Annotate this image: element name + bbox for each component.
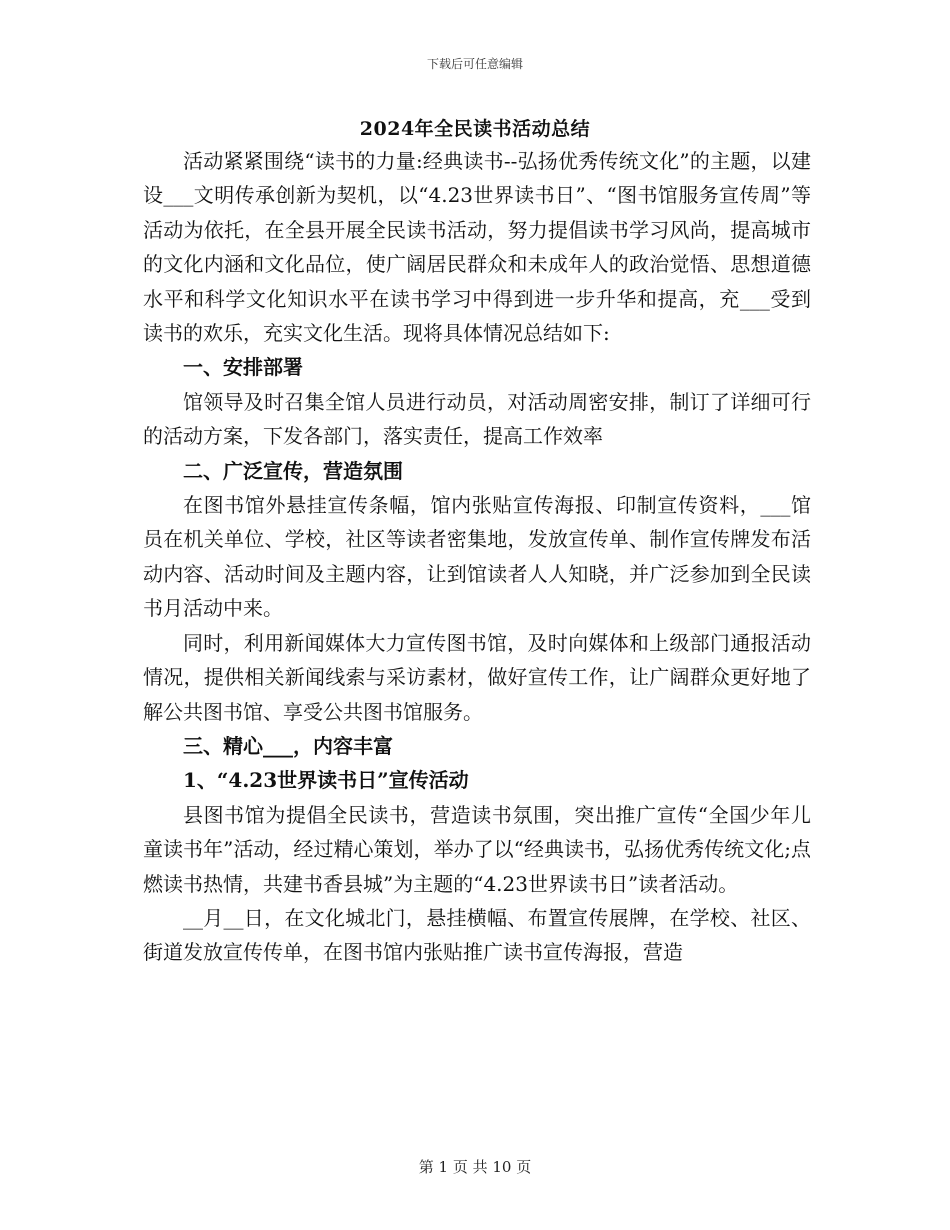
paragraph-section-2a: 在图书馆外悬挂宣传条幅，馆内张贴宣传海报、印制宣传资料，___馆员在机关单位、学校，社区等读者密集地，发放宣传单、制作宣传牌发布活动内容、活动时间及主题内容，让到馆读者人人知晓，并广泛参加到全民读书月活动中来。 [143,493,811,621]
document-title: 2024年全民读书活动总结 [359,118,591,140]
paragraph-section-3a: 县图书馆为提倡全民读书，营造读书氛围，突出推广宣传“全国少年儿童读书年”活动，经过精心策划，举办了以“经典读书，弘扬优秀传统文化;点燃读书热情，共建书香县城”为主题的“4.23世界读书日”读者活动。 [143,802,811,896]
document-body [143,144,811,970]
paragraph-section-1: 馆领导及时召集全馆人员进行动员，对活动周密安排，制订了详细可行的活动方案，下发各部门，落实责任，提高工作效率 [143,389,811,449]
section-heading-2: 二、广泛宣传，营造氛围 [183,458,403,483]
section-heading-1: 一、安排部署 [183,355,303,380]
section-heading-3: 三、精心___，内容丰富 [183,733,393,758]
paragraph-section-2b: 同时，利用新闻媒体大力宣传图书馆，及时向媒体和上级部门通报活动情况，提供相关新闻线索与采访素材，做好宣传工作，让广阔群众更好地了解公共图书馆、享受公共图书馆服务。 [143,630,811,724]
paragraph-intro: 活动紧紧围绕“读书的力量:经典读书--弘扬优秀传统文化”的主题，以建设___文明传承创新为契机，以“4.23世界读书日”、“图书馆服务宣传周”等活动为依托，在全县开展全民读书活动，努力提倡读书学习风尚，提高城市的文化内涵和文化品位，使广阔居民群众和未成年人的政治觉悟、思想道德水平和科学文化知识水平在读书学习中得到进一步升华和提高，充___受到读书的欢乐，充实文化生活。现将具体情况总结如下: [143,149,811,346]
paragraph-section-3b: __月__日，在文化城北门，悬挂横幅、布置宣传展牌，在学校、社区、街道发放宣传传单，在图书馆内张贴推广读书宣传海报，营造 [143,905,811,965]
page-footer: 第 1 页 共 10 页 [418,1158,532,1176]
header-note: 下载后可任意编辑 [426,57,523,71]
subsection-heading-1: 1、“4.23世界读书日”宣传活动 [183,768,469,793]
